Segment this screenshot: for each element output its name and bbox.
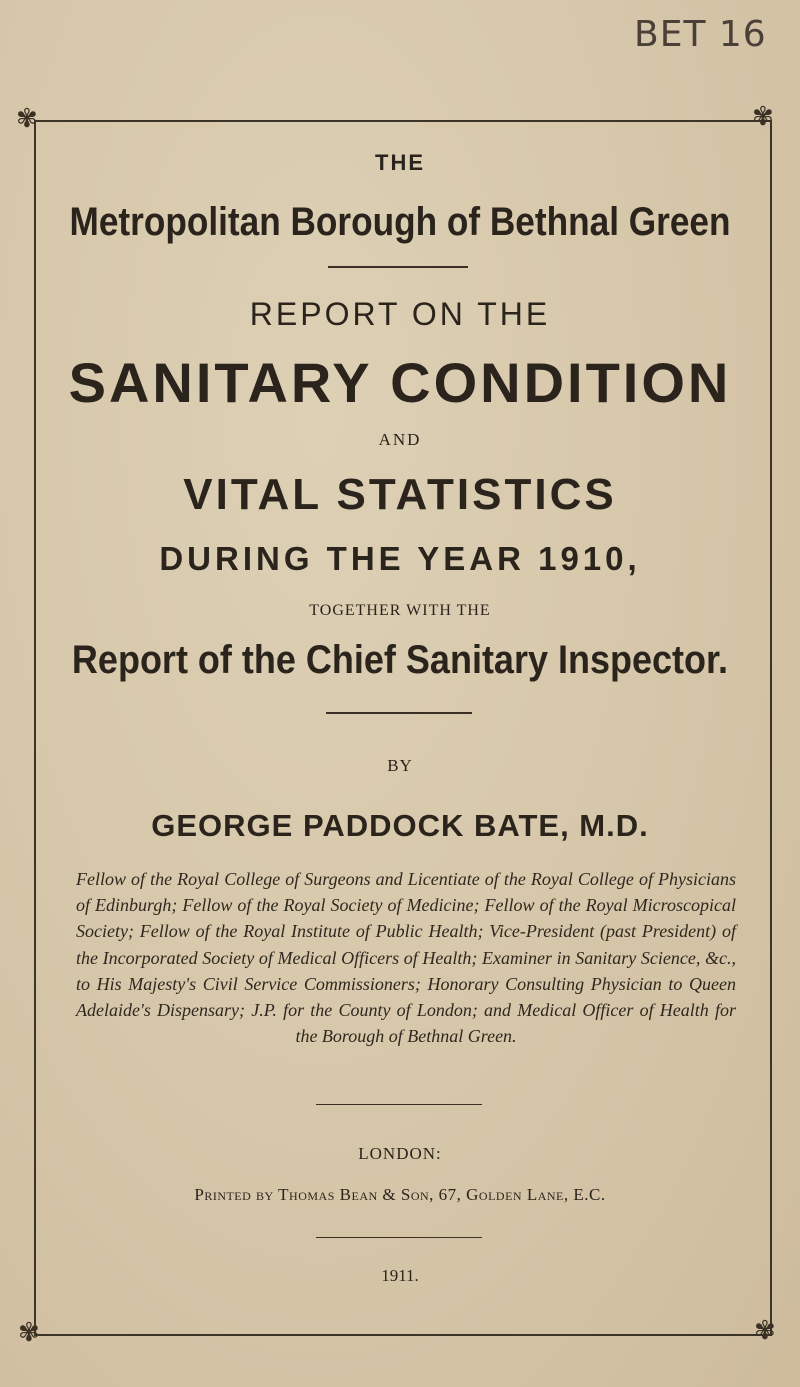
imprint-place: LONDON: [358, 1144, 442, 1163]
vital-statistics-title: VITAL STATISTICS [183, 470, 617, 519]
corner-ornament-icon: ✾ [754, 1316, 776, 1346]
divider [326, 712, 472, 714]
catalog-mark: BET 16 [634, 14, 767, 55]
corner-ornament-icon: ✾ [752, 102, 774, 132]
and-label: AND [378, 430, 422, 449]
imprint-year: 1911. [381, 1266, 419, 1285]
report-on-the: REPORT ON THE [249, 296, 551, 332]
by-label: BY [387, 756, 413, 775]
divider [316, 1104, 482, 1105]
imprint-printer: Printed by Thomas Bean & Son, 67, Golden Lane, E.C. [194, 1185, 606, 1204]
corner-ornament-icon: ✾ [18, 1318, 40, 1348]
borough-title: Metropolitan Borough of Bethnal Green [69, 200, 731, 244]
corner-ornament-icon: ✾ [16, 104, 38, 134]
during-year: DURING THE YEAR 1910, [159, 540, 641, 577]
author-qualifications: Fellow of the Royal College of Surgeons and Licentiate of the Royal College of Physicians of Edinburgh; Fellow of the Royal Society of Medicine; Fellow of the Royal Microscopical Society; Fellow of the Royal Institute of Public Health; Vice-President (past President) of the Incorporated Society of Medical Officers of Health; Examiner in Sanitary Science, &c., to His Majesty's Civil Service Commissioners; Honorary Consulting Physician to Queen Adelaide's Dispensary; J.P. for the County of London; and Medical Officer of Health for the Borough of Bethnal Green. [76, 869, 736, 1047]
divider [328, 266, 468, 268]
chief-inspector-title: Report of the Chief Sanitary Inspector. [71, 638, 729, 682]
divider [316, 1237, 482, 1238]
header-the: THE [375, 150, 425, 175]
sanitary-condition-title: SANITARY CONDITION [68, 351, 732, 414]
together-with: TOGETHER WITH THE [309, 602, 491, 619]
author-name: GEORGE PADDOCK BATE, M.D. [151, 808, 649, 843]
